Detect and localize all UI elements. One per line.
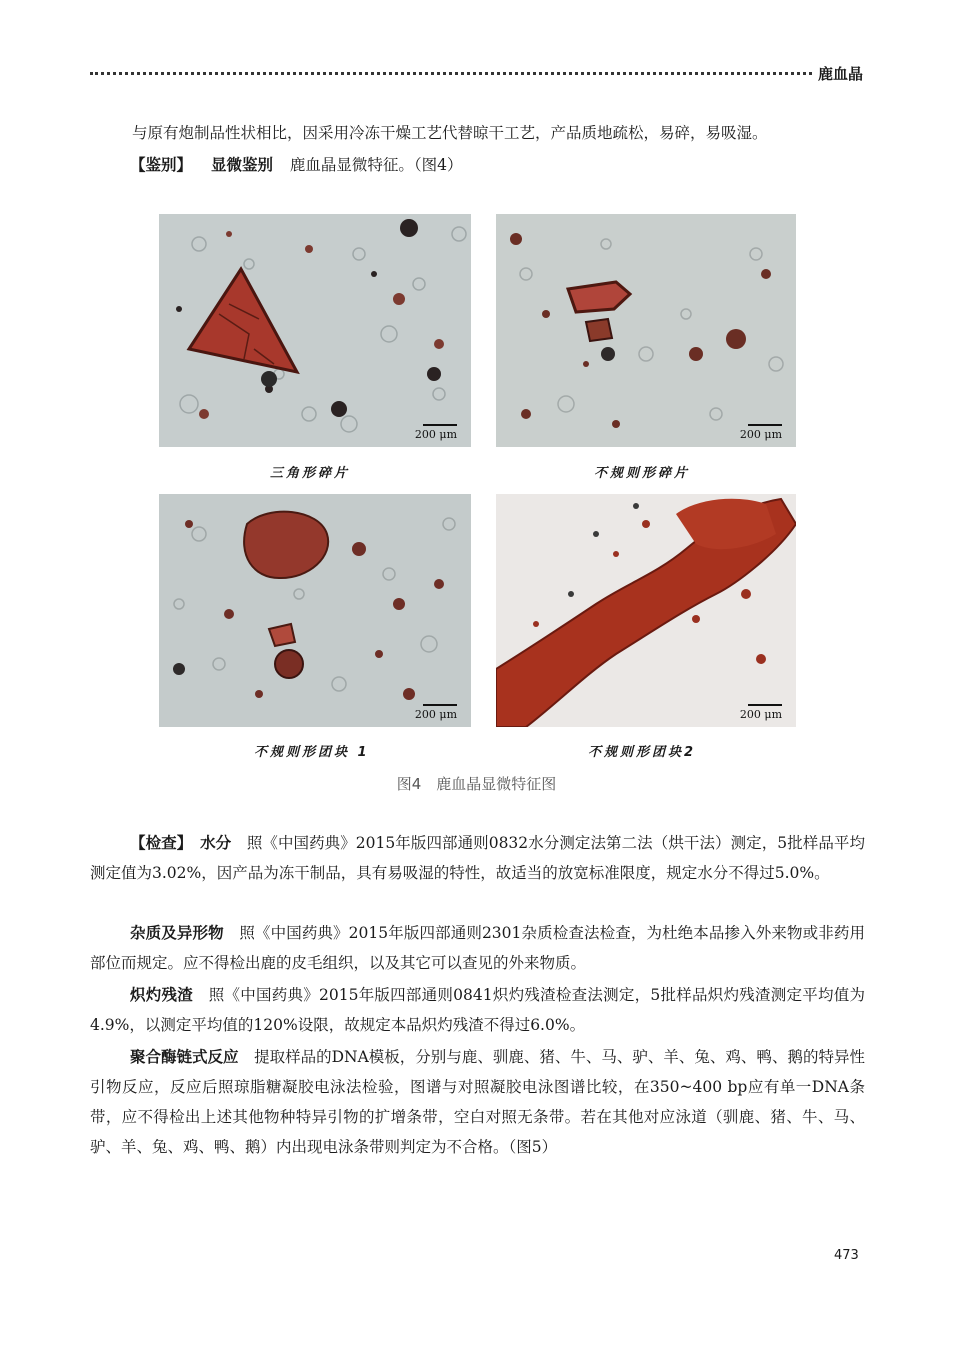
moisture-label: 水分 [200,833,232,852]
intro-text: 与原有炮制品性状相比，因采用冷冻干燥工艺代替晾干工艺，产品质地疏松，易碎，易吸湿。 [132,124,768,142]
micrograph-2-image [496,214,796,447]
scale-label-3: 200 μm [414,708,457,721]
scale-label-2: 200 μm [739,428,782,441]
page-number: 473 [834,1248,859,1263]
scale-bar-1 [415,424,457,441]
caption-2: 不规则形碎片 [594,466,691,481]
scale-bar-2 [740,424,782,441]
scale-label-1: 200 μm [414,428,457,441]
intro-paragraph [90,118,865,148]
ash-paragraph [90,980,865,1040]
impurity-text: 照《中国药典》2015年版四部通则2301杂质检查法检查，为杜绝本品掺入外来物或非药用部位而规定。应不得检出鹿的皮毛组织，以及其它可以查见的外来物质。 [90,924,865,972]
identify-text: 鹿血晶显微特征。（图4） [289,156,463,174]
pcr-text: 提取样品的DNA模板，分别与鹿、驯鹿、猪、牛、马、驴、羊、兔、鸡、鸭、鹅的特异性引物反应，反应后照琼脂糖凝胶电泳法检验，图谱与对照凝胶电泳图谱比较，在350~400 bp应有单一DNA条带，应不得检出上述其他物种特异引物的扩增条带，空白对照无条带。若在其他对应泳道（驯鹿、猪、牛、马、驴、羊、兔、鸡、鸭、鹅）内出现电泳条带则判定为不合格。（图5） [90,1048,865,1156]
scale-bar-4 [740,704,782,721]
identify-label: 显微鉴别 [210,155,273,174]
impurity-label: 杂质及异形物 [130,923,224,942]
identify-bracket: 【鉴别】 [130,155,193,174]
header-dotted-rule [90,72,812,75]
pcr-paragraph [90,1042,865,1162]
scale-label-4: 200 μm [739,708,782,721]
caption-3: 不规则形团块 1 [254,745,370,760]
identify-paragraph [90,150,865,180]
micrograph-3-image [159,494,471,727]
micrograph-4-image [496,494,796,727]
moisture-paragraph [90,828,865,888]
micrograph-irregular-lump-1 [159,494,471,727]
ash-label: 炽灼残渣 [130,985,193,1004]
figure-title: 图4 鹿血晶显微特征图 [396,775,557,793]
caption-4: 不规则形团块2 [588,745,697,760]
micrograph-1-image [159,214,471,447]
ash-text: 照《中国药典》2015年版四部通则0841炽灼残渣检查法测定，5批样品炽灼残渣测定平均值为4.9%，以测定平均值的120%设限，故规定本品炽灼残渣不得过6.0%。 [90,986,865,1034]
inspection-bracket: 【检查】 [130,833,185,852]
moisture-text: 照《中国药典》2015年版四部通则0832水分测定法第二法（烘干法）测定，5批样品平均测定值为3.02%，因产品为冻干制品，具有易吸湿的特性，故适当的放宽标准限度，规定水分不得过5.0%。 [90,834,865,882]
pcr-label: 聚合酶链式反应 [130,1047,239,1066]
micrograph-triangular-fragment [159,214,471,447]
scale-bar-3 [415,704,457,721]
impurity-paragraph [90,918,865,978]
micrograph-irregular-lump-2 [496,494,796,727]
running-title: 鹿血晶 [818,65,864,83]
micrograph-irregular-fragment [496,214,796,447]
caption-1: 三角形碎片 [270,466,351,481]
